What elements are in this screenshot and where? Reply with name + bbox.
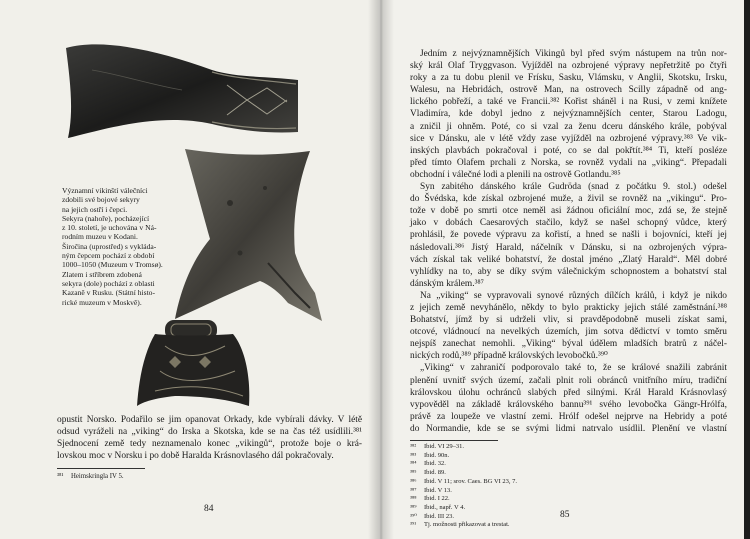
footnote [410,487,517,496]
caption-line: Zlatem i stříbrem zdobená [62,269,142,279]
body-line: odsud vyráželi na „viking“ do Irska a Skotska, kde se na čas též usídlili.³⁸¹ [57,427,362,438]
footnote-text: Ibid. V 11; srov. Caes. BG VI 23, 7. [424,477,518,485]
footnote-rule [410,440,498,441]
figure-caption [62,186,163,307]
body-line: z jejich země nevyhánělo, někdy to bylo prakticky jejich stálé zaměstnání.³⁸⁸ [410,302,727,313]
footnote [57,472,124,482]
top-axe-blade [66,44,298,138]
footnote-text: Ibid. III 23. [424,512,454,520]
body-line: dánským králem.³⁸⁷ [410,278,484,289]
body-line: následovali.³⁸⁶ Jistý Harald, náčelník v Dánsku, si na ozbrojených výpra- [410,242,727,253]
caption-line: Kazaně v Rusku. (Státní histo- [62,288,156,298]
footnote-number: ³⁸⁷ [410,486,417,494]
middle-axe-blade [175,149,322,321]
footnote-number: ³⁸⁶ [410,477,417,485]
body-line: Na „viking“ se vypravovali synové různých dílčích králů, i když je nikdo [420,290,727,301]
caption-line: rodním muzeu v Kodani. [62,232,138,242]
footnote-number: ³⁹¹ [410,521,417,529]
body-line: před tímto Olafem prchali z Norska, se rovněž vydali na „viking“. Přepadali [410,157,727,168]
bottom-axe-blade [137,334,249,406]
footnote-number: ³⁸⁹ [410,503,417,511]
footnote-text: Ibid. 32. [424,460,446,468]
footnote-text: Heimskringla IV 5. [71,473,124,480]
caption-line: zdobili své bojové sekyry [62,195,140,205]
right-footnotes [410,443,517,530]
body-line: otcové, vládnoucí na nevelkých územích, jim sotva dědictví v tomto směru [410,327,727,338]
body-line: lovskou moc v Norsku i po době Haralda Krásnovlasého dál pokračovaly. [57,451,334,462]
footnote-text: Ibid. 89. [424,469,446,477]
footnote-text: Ibid. I 22. [424,495,450,503]
footnote-number: ³⁸² [410,443,417,450]
body-line: vách získal tak veliké bohatství, že dostal jméno „Zlatý Harald“. Měl dobré [410,254,727,265]
right-body-text [410,48,727,435]
body-line: obchodní i válečné lodi a plenili na ostrově Gotlandu.³⁸⁵ [410,169,621,180]
body-line: a zničil ji ohněm. Poté, co si vzal za ženu dceru dánského krále, pobýval [410,121,727,132]
body-line: roky a za tu dobu plenil ve Frísku, Sasku, Vlámsku, v Anglii, Skotsku, Irsku, [410,73,727,84]
footnote [410,443,517,452]
footnote-number: ³⁸⁸ [410,495,417,503]
caption-line: rické muzeum v Moskvě). [62,297,142,307]
caption-line: 1000–1050 (Muzeum v Tromsø). [62,260,163,270]
body-line: opustit Norsko. Podařilo se jim opanovat Orkady, kde vybírali dávky. V létě [57,415,362,425]
footnote-text: Tj. možnosti přikazovat a trestat. [424,521,510,529]
left-footnotes [57,472,124,482]
footnote-text: Ibid. V 13. [424,486,452,494]
footnote-number: ³⁸¹ [57,473,64,480]
footnote-number: ³⁸⁴ [410,460,417,468]
body-line: Jedním z nejvýznamnějších Vikingů byl před svým nástupem na trůn nor- [420,49,727,59]
left-body-text [57,414,362,462]
caption-line: Širočina (uprostřed) s vykláda- [62,241,157,251]
body-line: inských plavbách pokračoval i poté, co se dal pokřtít.³⁸⁴ Ti, kteří posléze [410,145,727,156]
middle-axe-figure [170,143,335,323]
caption-line: ným čepcem pochází z období [62,251,155,261]
body-line: jako v dobách Caesarových stačilo, když se našel schopný vůdce, který [410,218,727,229]
bottom-axe-figure [135,316,253,408]
footnote-number: ³⁹⁰ [410,512,417,520]
body-line: sice v Dánsku, ale v létě vždy zase vyjížděl na ozbrojené výpravy.³⁸³ Ve vik- [410,133,727,144]
footnote [410,504,517,513]
footnote [410,469,517,478]
footnote [410,478,517,487]
page-number-left: 84 [204,504,214,514]
footnote-text: Ibid. 90n. [424,451,450,459]
body-line: vypověděl na základě královského bannu³⁹¹ svého levobočka Gängr-Hrólfa, [410,399,727,410]
book-gutter [368,0,394,539]
footnote [410,495,517,504]
caption-line: Sekyra (nahoře), pocházející [62,213,150,223]
top-axe-figure [62,40,302,140]
body-line: právě za loupeže ve vlastní zemi. Hrólf odešel nejprve na Hebridy a poté [410,411,727,422]
footnote [410,460,517,469]
footnote [410,452,517,461]
body-line: prohlásil, že povede výpravu za kořistí, a hned se našli i bojovníci, kteří jej [410,230,727,241]
body-line: plenění uvnitř svých území, začali plnit roli obránců vnitřního míru, tradiční [410,375,727,386]
book-edge-right [744,0,750,539]
body-line: lického pobřeží, a také ve Francii.³⁸² Kořist sháněl i na Rusi, v zemi knížete [410,97,727,108]
body-line: nejspíš zanechat nemohli. „Viking“ býval údělem mladších bratrů z náčel- [410,339,727,350]
footnote-text: Ibid., např. V 4. [424,503,466,511]
body-line: tože v době po smrti otce neměl asi žádnou oficiální moc, zdá se, že stejně [410,206,727,217]
caption-line: Významní vikinští válečníci [62,186,148,195]
body-line: královskou úlohu ochránců slabých před silnými. Král Harald Krásnovlasý [410,387,727,398]
body-line: Syn zabitého dánského krále Gudröda (snad z počátku 9. stol.) odešel [420,182,727,193]
body-line: Vladimíra, kde dobyl jedno z nejvýznamnějších center, Starou Ladogu, [410,109,727,120]
caption-line: na jejich ostří i čepci. [62,204,128,214]
footnote-text: Ibid. VI 29–31. [424,443,464,450]
body-line: ský král Olaf Tryggvason. Vyjížděl na ozbrojené výpravy nepřetržitě po čtyři [410,61,727,72]
body-line: Sjednocení země tedy neznamenalo konec „vikingů“, protože boje o krá- [57,439,362,450]
body-line: Bohatství, jímž by si udrželi vliv, si pravděpodobně museli získat sami, [410,315,727,326]
footnote-number: ³⁸⁵ [410,469,417,477]
footnote-rule [57,468,145,469]
caption-line: sekyra (dole) pochází z oblasti [62,278,155,288]
footnote [410,521,517,530]
body-line: do Normandie, kde se se svými lidmi natrvalo usídlil. Plenění ve vlastní [410,423,727,434]
page-number-right: 85 [560,510,570,520]
footnote-number: ³⁸³ [410,451,417,459]
body-line: Walesu, na Hebridách, ostrově Man, na ostrovech Scilly západně od ang- [410,85,727,96]
body-line: nických rodů,³⁸⁹ případně královských levobočků.³⁹⁰ [410,351,608,362]
body-line: vyhlídky na to, aby se díky svým válečnickým schopnostem a bohatství stal [410,266,727,277]
footnote [410,513,517,522]
caption-line: z 10. století, je uchována v Ná- [62,223,157,233]
body-line: do Švédska, kde získal ozbrojené muže, a živil se rovněž na „vikingu“. Pro- [410,194,727,205]
body-line: „Viking“ v zahraničí podporovalo také to, že se králové snažili zabránit [420,363,727,374]
